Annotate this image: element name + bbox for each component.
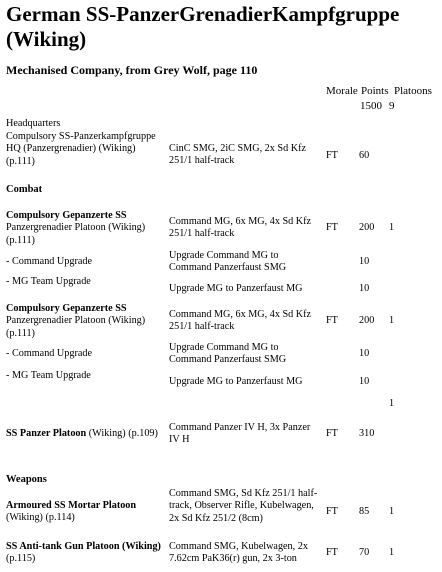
unit-name-rest: (Wiking) (p.114) [6,512,75,524]
unit-points: 10 [359,348,370,359]
unit-morale: FT [326,150,338,161]
unit-morale: FT [326,506,338,517]
unit-platoons: 1 [389,506,395,517]
unit-points: 200 [359,222,375,233]
unit-name: - MG Team Upgrade [6,370,91,381]
unit-equipment: Upgrade MG to Panzerfaust MG [169,376,303,387]
total-platoons: 9 [389,100,395,112]
unit-equipment: Command SMG, Sd Kfz 251/1 half-track, Observer Rifle, Kubelwagen, 2x Sd Kfz 251/2 (8cm) [169,488,318,524]
unit-equipment: CinC SMG, 2iC SMG, 2x Sd Kfz 251/1 half-track [169,143,306,167]
unit-name: - MG Team Upgrade [6,276,91,287]
total-points: 1500 [360,100,382,112]
unit-name-rest: (Wiking) (p.109) [86,428,158,439]
unit-name [6,210,166,247]
unit-platoons: 1 [389,315,395,326]
unit-points: 200 [359,315,375,326]
unit-name: - Command Upgrade [6,256,93,267]
unit-name-rest: Panzergrenadier Platoon (Wiking) (p.111) [6,315,146,339]
unit-name-rest: (p.115) [6,553,36,565]
unit-name-rest: Panzergrenadier Platoon (Wiking) (p.111) [6,222,146,246]
header-morale: Morale [326,85,358,97]
unit-points: 85 [359,506,370,517]
unit-morale: FT [326,315,338,326]
unit-morale: FT [326,547,338,558]
unit-name-bold: Armoured SS Mortar Platoon [6,500,137,511]
unit-points: 10 [359,376,370,387]
unit-platoons: 1 [389,547,395,558]
unit-morale: FT [326,222,338,233]
section-headquarters: Headquarters [6,118,61,129]
unit-points: 10 [359,283,370,294]
unit-name [6,303,166,340]
unit-platoons: 1 [389,222,395,233]
unit-name: Compulsory SS-Panzerkampfgruppe HQ (Panzergrenadier) (Wiking) (p.111) [6,131,156,167]
unit-name-bold: SS Anti-tank Gun Platoon (Wiking) [6,541,161,552]
unit-platoons: 1 [389,398,395,409]
unit-name [6,428,176,440]
unit-equipment: Upgrade Command MG to Command Panzerfaust SMG [169,250,287,274]
unit-equipment: Upgrade MG to Panzerfaust MG [169,283,303,294]
unit-points: 60 [359,150,370,161]
unit-name-bold: Compulsory Gepanzerte SS [6,303,127,314]
header-platoons: Platoons [394,85,432,97]
unit-name-bold: Compulsory Gepanzerte SS [6,210,127,221]
unit-name [6,541,166,566]
section-combat: Combat [6,184,43,195]
section-weapons: Weapons [6,474,47,485]
unit-equipment: Command MG, 6x MG, 4x Sd Kfz 251/1 half-track [169,216,312,240]
unit-equipment: Command Panzer IV H, 3x Panzer IV H [169,422,311,446]
page-subtitle: Mechanised Company, from Grey Wolf, page 110 [6,63,258,77]
unit-morale: FT [326,428,338,439]
unit-name-bold: SS Panzer Platoon [6,428,87,439]
page-title: German SS-PanzerGrenadierKampfgruppe (Wiking) [6,2,400,51]
unit-name: - Command Upgrade [6,348,93,359]
header-points: Points [361,85,389,97]
unit-equipment: Command SMG, Kubelwagen, 2x 7.62cm PaK36(r) gun, 2x 3-ton [169,541,308,565]
unit-points: 70 [359,547,370,558]
unit-equipment: Command MG, 6x MG, 4x Sd Kfz 251/1 half-track [169,309,312,333]
unit-points: 10 [359,256,370,267]
unit-points: 310 [359,428,375,439]
unit-name [6,500,166,525]
unit-equipment: Upgrade Command MG to Command Panzerfaust SMG [169,342,287,366]
